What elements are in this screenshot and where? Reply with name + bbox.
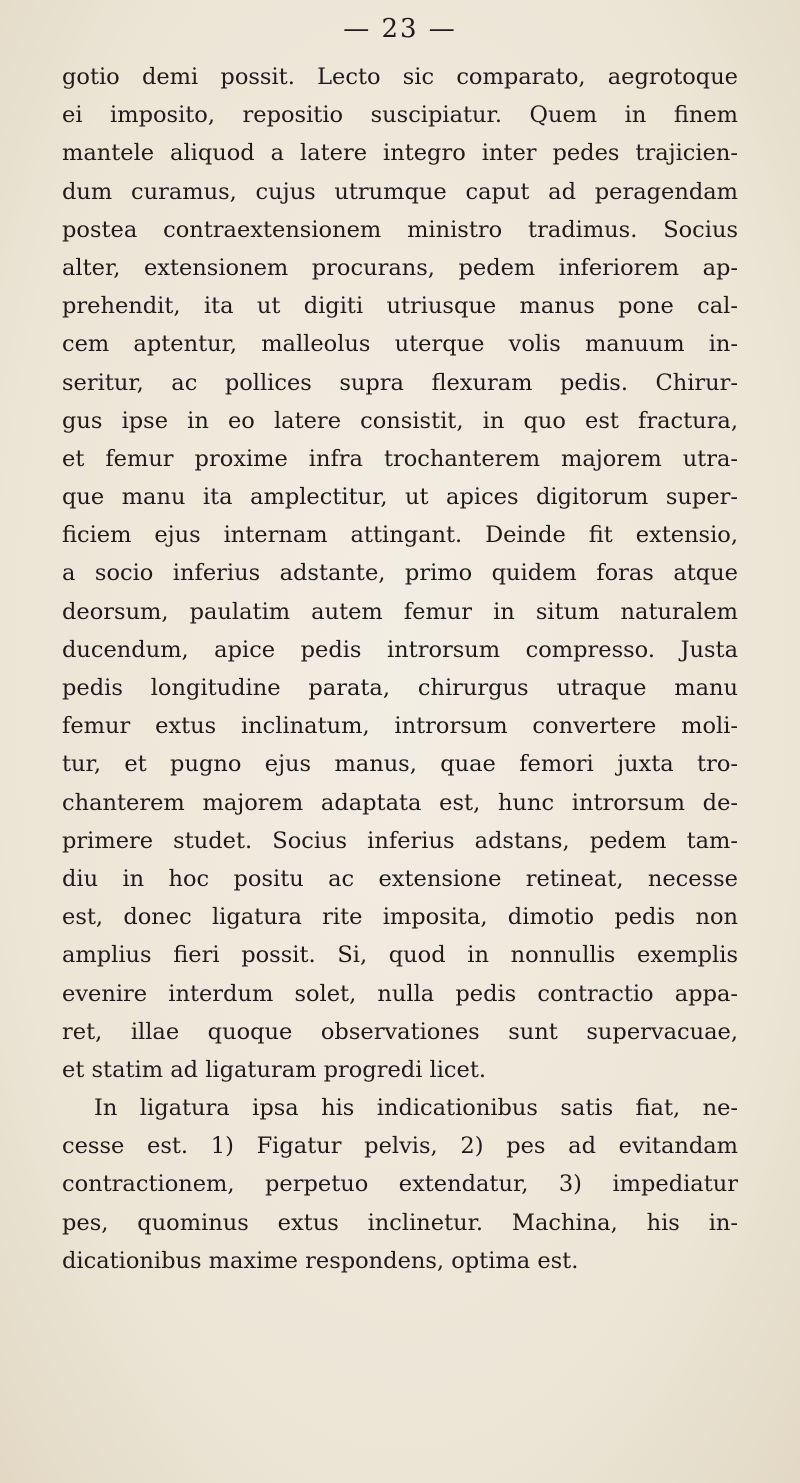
text-line: deorsum, paulatim autem femur in situm naturalem xyxy=(62,598,738,625)
text-line: ficiem ejus internam attingant. Deinde fit extensio, xyxy=(62,522,738,549)
text-line: gus ipse in eo latere consistit, in quo est fractura, xyxy=(62,407,738,434)
text-line: et femur proxime infra trochanterem majorem utra- xyxy=(62,445,738,472)
text-line: dum curamus, cujus utrumque caput ad peragendam xyxy=(62,178,738,205)
text-line: a socio inferius adstante, primo quidem foras atque xyxy=(62,560,738,587)
text-line: gotio demi possit. Lecto sic comparato, aegrotoque xyxy=(62,64,738,90)
text-line: et statim ad ligaturam progredi licet. xyxy=(62,1056,487,1083)
text-line: femur extus inclinatum, introrsum convertere moli- xyxy=(62,713,738,740)
text-line: chanterem majorem adaptata est, hunc introrsum de- xyxy=(62,789,738,816)
body-text xyxy=(62,58,738,1280)
text-line: ducendum, apice pedis introrsum compresso. Justa xyxy=(62,636,738,663)
text-line: diu in hoc positu ac extensione retineat, necesse xyxy=(62,865,738,892)
text-line: ret, illae quoque observationes sunt supervacuae, xyxy=(62,1018,738,1045)
text-line: cesse est. 1) Figatur pelvis, 2) pes ad evitandam xyxy=(62,1133,738,1160)
text-line: evenire interdum solet, nulla pedis contractio appa- xyxy=(62,980,738,1007)
text-line: mantele aliquod a latere integro inter pedes trajicien- xyxy=(62,140,738,167)
text-line: cem aptentur, malleolus uterque volis manuum in- xyxy=(62,331,738,358)
text-line: tur, et pugno ejus manus, quae femori juxta tro- xyxy=(62,751,738,778)
text-line: que manu ita amplectitur, ut apices digitorum super- xyxy=(62,484,738,511)
text-line: prehendit, ita ut digiti utriusque manus pone cal- xyxy=(62,293,738,320)
text-line: ei imposito, repositio suscipiatur. Quem in finem xyxy=(62,102,738,129)
text-line: dicationibus maxime respondens, optima est. xyxy=(62,1247,579,1274)
text-line: alter, extensionem procurans, pedem inferiorem ap- xyxy=(62,254,738,281)
text-line: postea contraextensionem ministro tradimus. Socius xyxy=(62,216,738,243)
text-line: primere studet. Socius inferius adstans, pedem tam- xyxy=(62,827,738,854)
text-line: contractionem, perpetuo extendatur, 3) impediatur xyxy=(62,1171,738,1198)
text-line: est, donec ligatura rite imposita, dimotio pedis non xyxy=(62,904,738,931)
text-line: seritur, ac pollices supra flexuram pedis. Chirur- xyxy=(62,369,738,396)
text-line: pes, quominus extus inclinetur. Machina, his in- xyxy=(62,1209,738,1236)
text-line: amplius fieri possit. Si, quod in nonnullis exemplis xyxy=(62,942,738,969)
text-line-paragraph-start: In ligatura ipsa his indicationibus satis fiat, ne- xyxy=(94,1095,738,1122)
text-line: pedis longitudine parata, chirurgus utraque manu xyxy=(62,675,738,701)
page-number-header: — 23 — xyxy=(343,14,457,44)
